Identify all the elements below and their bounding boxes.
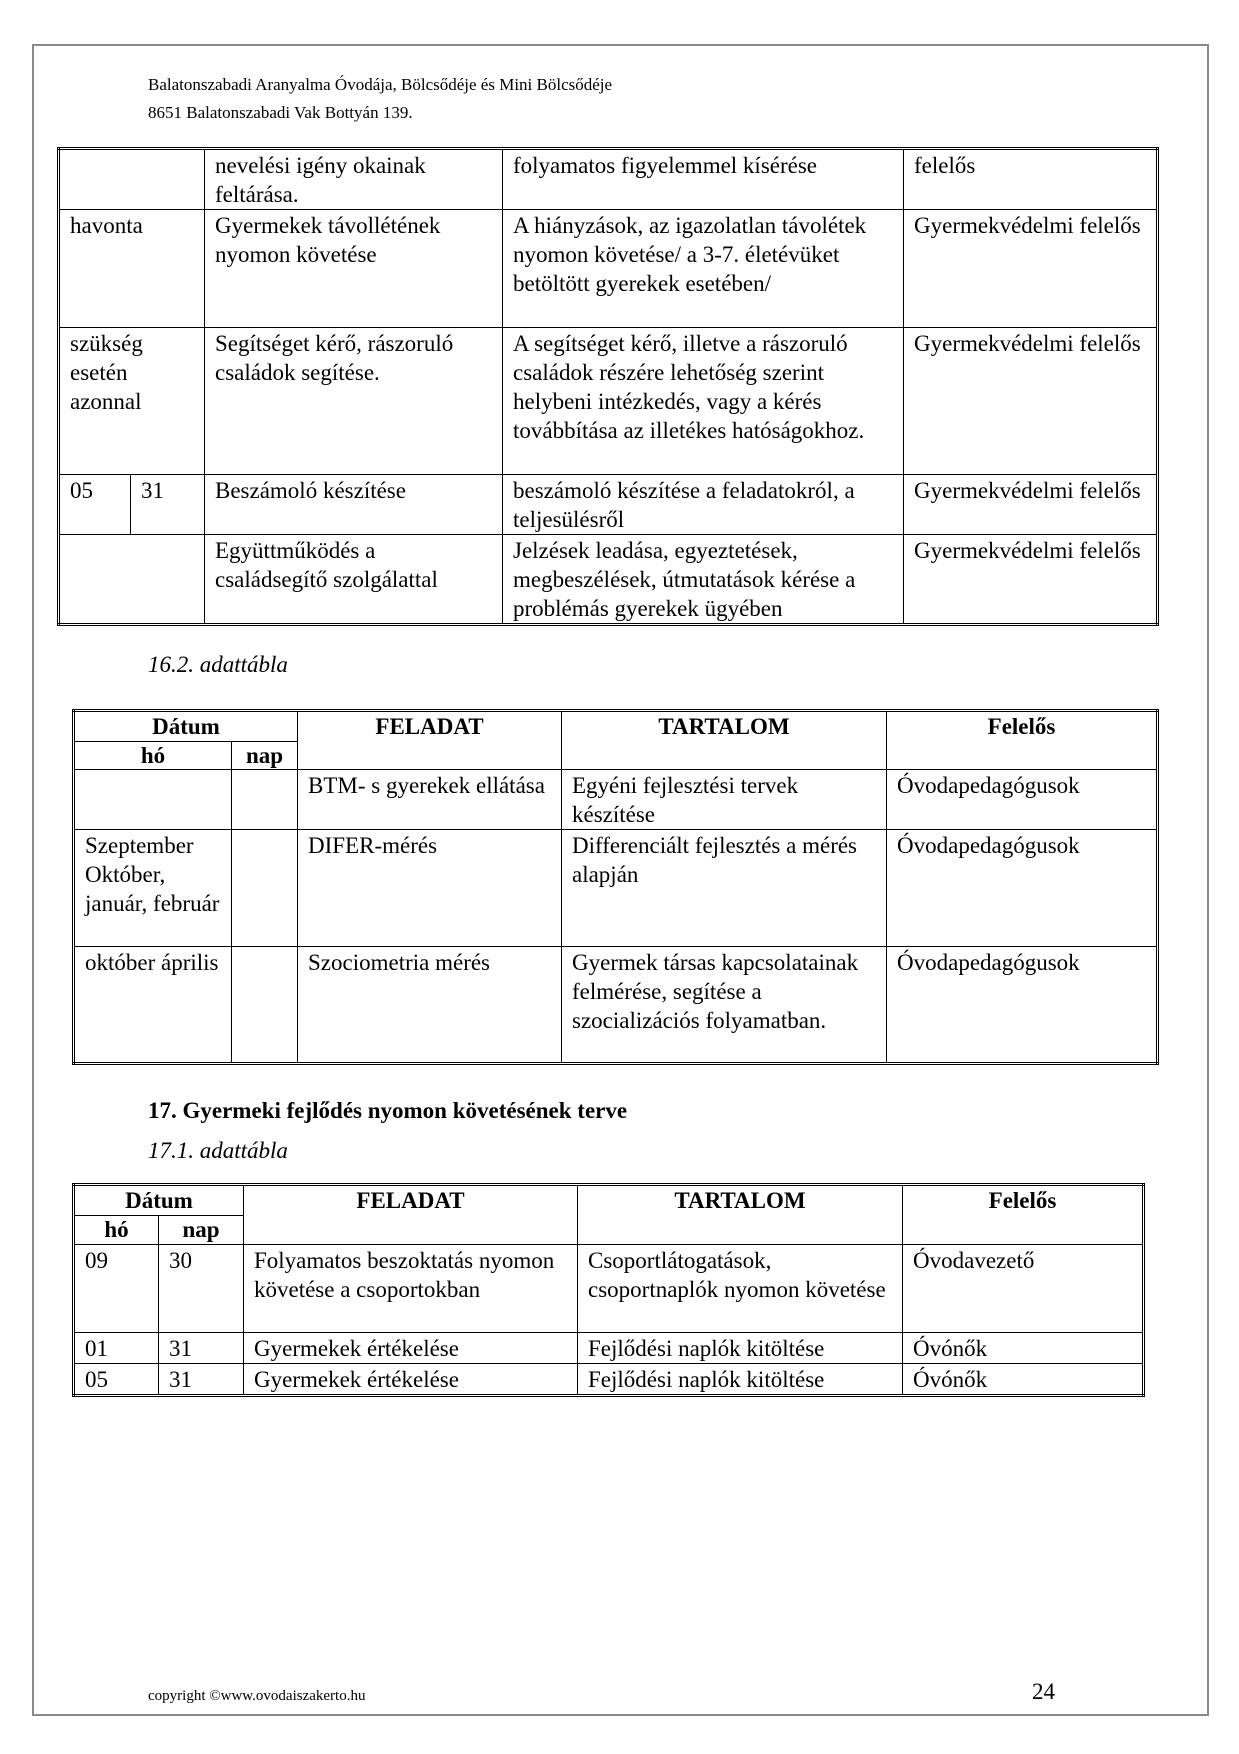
section-17-title: 17. Gyermeki fejlődés nyomon követésének terve [148, 1098, 628, 1123]
feladat-cell: Beszámoló készítése [205, 475, 503, 535]
tartalom-cell: Egyéni fejlesztési tervek készítése [562, 770, 887, 830]
page-number: 24 [1032, 1679, 1055, 1704]
felelos-cell: Gyermekvédelmi felelős [904, 210, 1158, 328]
felelos-cell: Óvodavezető [903, 1245, 1144, 1333]
table-continued [57, 147, 1159, 626]
table-row [59, 328, 1158, 475]
header-ho: hó [74, 1216, 159, 1245]
tartalom-cell: Fejlődési naplók kitöltése [578, 1364, 903, 1396]
header-feladat: FELADAT [244, 1185, 578, 1245]
feladat-cell: Szociometria mérés [298, 947, 562, 1064]
feladat-cell: Gyermekek értékelése [244, 1333, 578, 1364]
tartalom-cell: Differenciált fejlesztés a mérés alapján [562, 830, 887, 947]
header-felelos: Felelős [887, 711, 1158, 770]
table-row [74, 1245, 1144, 1333]
header-row [74, 711, 1158, 742]
ho-cell: 05 [59, 475, 131, 535]
header-institution: Balatonszabadi Aranyalma Óvodája, Bölcsődéje és Mini Bölcsődéje [148, 75, 613, 94]
tartalom-cell: Jelzések leadása, egyeztetések, megbeszélések, útmutatások kérése a problémás gyerekek ügyében [503, 535, 904, 625]
nap-cell [232, 947, 298, 1064]
header-nap: nap [232, 742, 298, 770]
header-address: 8651 Balatonszabadi Vak Bottyán 139. [148, 103, 413, 122]
table-16-2 [72, 709, 1159, 1065]
table-row [59, 210, 1158, 328]
felelos-cell: Óvodapedagógusok [887, 830, 1158, 947]
caption-16-2: 16.2. adattábla [148, 652, 288, 677]
nap-cell: 31 [159, 1333, 244, 1364]
ho-cell: október április [74, 947, 232, 1064]
felelos-cell: Gyermekvédelmi felelős [904, 475, 1158, 535]
tartalom-cell: A hiányzások, az igazolatlan távolétek nyomon követése/ a 3-7. életévüket betöltött gyerekek esetében/ [503, 210, 904, 328]
felelos-cell: Óvónők [903, 1364, 1144, 1396]
feladat-cell: Segítséget kérő, rászoruló családok segítése. [205, 328, 503, 475]
freq-cell: havonta [59, 210, 205, 328]
felelos-cell: Gyermekvédelmi felelős [904, 328, 1158, 475]
freq-cell: szükség esetén azonnal [59, 328, 205, 475]
tartalom-cell: Fejlődési naplók kitöltése [578, 1333, 903, 1364]
header-datum: Dátum [74, 711, 298, 742]
ho-cell: Szeptember Október, január, február [74, 830, 232, 947]
tartalom-cell: folyamatos figyelemmel kísérése [503, 149, 904, 210]
felelos-cell: Óvónők [903, 1333, 1144, 1364]
tartalom-cell: A segítséget kérő, illetve a rászoruló családok részére lehetőség szerint helybeni intézkedés, vagy a kérés továbbítása az illetékes hatóságokhoz. [503, 328, 904, 475]
felelos-cell: Óvodapedagógusok [887, 947, 1158, 1064]
nap-cell: 30 [159, 1245, 244, 1333]
feladat-cell: BTM- s gyerekek ellátása [298, 770, 562, 830]
ho-cell [74, 770, 232, 830]
felelos-cell: Gyermekvédelmi felelős [904, 535, 1158, 625]
header-felelos: Felelős [903, 1185, 1144, 1245]
freq-cell [59, 535, 205, 625]
felelos-cell: felelős [904, 149, 1158, 210]
table-row [59, 475, 1158, 535]
header-nap: nap [159, 1216, 244, 1245]
feladat-cell: Folyamatos beszoktatás nyomon követése a csoportokban [244, 1245, 578, 1333]
tartalom-cell: Gyermek társas kapcsolatainak felmérése, segítése a szocializációs folyamatban. [562, 947, 887, 1064]
header-tartalom: TARTALOM [562, 711, 887, 770]
table-row [74, 830, 1158, 947]
header-feladat: FELADAT [298, 711, 562, 770]
ho-cell: 01 [74, 1333, 159, 1364]
feladat-cell: nevelési igény okainak feltárása. [205, 149, 503, 210]
header-ho: hó [74, 742, 232, 770]
feladat-cell: Együttműködés a családsegítő szolgálattal [205, 535, 503, 625]
table-row [74, 1333, 1144, 1364]
feladat-cell: Gyermekek távollétének nyomon követése [205, 210, 503, 328]
footer-copyright: copyright ©www.ovodaiszakerto.hu [148, 1688, 366, 1704]
tartalom-cell: beszámoló készítése a feladatokról, a teljesülésről [503, 475, 904, 535]
feladat-cell: Gyermekek értékelése [244, 1364, 578, 1396]
table-row [59, 149, 1158, 210]
header-tartalom: TARTALOM [578, 1185, 903, 1245]
nap-cell: 31 [131, 475, 205, 535]
nap-cell: 31 [159, 1364, 244, 1396]
caption-17-1: 17.1. adattábla [148, 1138, 288, 1163]
ho-cell: 05 [74, 1364, 159, 1396]
table-row [59, 535, 1158, 625]
felelos-cell: Óvodapedagógusok [887, 770, 1158, 830]
ho-cell: 09 [74, 1245, 159, 1333]
table-row [74, 947, 1158, 1064]
table-row [74, 1364, 1144, 1396]
feladat-cell: DIFER-mérés [298, 830, 562, 947]
nap-cell [232, 770, 298, 830]
nap-cell [232, 830, 298, 947]
header-datum: Dátum [74, 1185, 244, 1216]
table-row [74, 770, 1158, 830]
tartalom-cell: Csoportlátogatások, csoportnaplók nyomon követése [578, 1245, 903, 1333]
header-row [74, 1185, 1144, 1216]
freq-cell [59, 149, 205, 210]
table-17-1 [72, 1183, 1145, 1397]
